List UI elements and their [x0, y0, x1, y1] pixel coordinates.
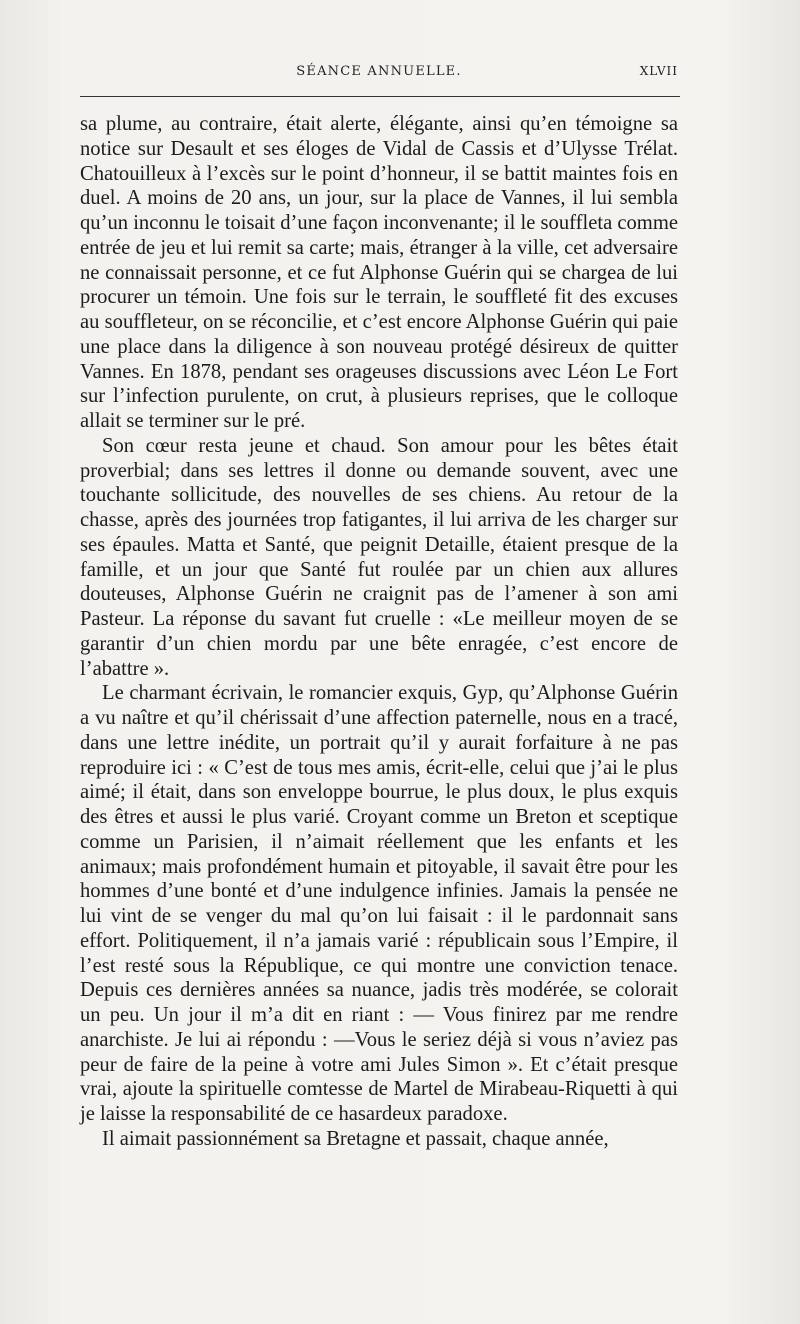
paragraph: Il aimait passionnément sa Bretagne et passait, chaque année, [102, 1127, 609, 1150]
paragraph: Son cœur resta jeune et chaud. Son amour pour les bêtes était proverbial; dans ses lettres il donne ou demande souvent, avec une touchante sollicitude, des nouvelles de ses chiens. Au retour de la chasse, après des journées trop fatigantes, il lui arriva de les charger sur ses épaules. Matta et Santé, que peignit Detaille, étaient presque de la famille, et un jour que Santé fut roulée par un chien aux allures douteuses, Alphonse Guérin ne craignit pas de l’amener à son ami Pasteur. La réponse du savant fut cruelle : «Le meilleur moyen de se garantir d’un chien mordu par une bête enragée, c’est encore de l’abattre ». [80, 434, 678, 680]
paragraph: Le charmant écrivain, le romancier exquis, Gyp, qu’Alphonse Guérin a vu naître et qu’il chérissait d’une affection paternelle, nous en a tracé, dans une lettre inédite, un portrait qu’il y aurait forfaiture à ne pas reproduire ici : « C’est de tous mes amis, écrit-elle, celui que j’ai le plus aimé; il était, dans son enveloppe bourrue, le plus doux, le plus exquis des êtres et aussi le plus varié. Croyant comme un Breton et sceptique comme un Parisien, il n’aimait réellement que les enfants et les animaux; mais profondément humain et pitoyable, il savait être pour les hommes d’une bonté et d’une indulgence infinies. Jamais la pensée ne lui vint de se venger du mal qu’on lui faisait : il le pardonnait sans effort. Politiquement, il n’a jamais varié : républicain sous l’Empire, il l’est resté sous la République, ce qui montre une conviction tenace. Depuis ces dernières années sa nuance, jadis très modérée, se colorait un peu. Un jour il m’a dit en riant : — Vous finirez par me rendre anarchiste. Je lui ai répondu : —Vous le seriez déjà si vous n’aviez pas peur de faire de la peine à votre ami Jules Simon ». Et c’était presque vrai, ajoute la spirituelle comtesse de Martel de Mirabeau-Riquetti à qui je laisse la responsabilité de ce hasardeux paradoxe. [80, 682, 678, 1125]
header-rule [80, 96, 680, 97]
running-title: SÉANCE ANNUELLE. [296, 64, 462, 79]
paragraph-continued: sa plume, au contraire, était alerte, élégante, ainsi qu’en témoigne sa notice sur Desault et ses éloges de Vidal de Cassis et d’Ulysse Trélat. Chatouilleux à l’excès sur le point d’honneur, il se battit maintes fois en duel. A moins de 20 ans, un jour, sur la place de Vannes, il lui sembla qu’un inconnu le toisait d’une façon inconvenante; il le souffleta comme entrée de jeu et lui remit sa carte; mais, étranger à la ville, cet adversaire ne connaissait personne, et ce fut Alphonse Guérin qui se chargea de lui procurer un témoin. Une fois sur le terrain, le souffleté fit des excuses au souffleteur, on se réconcilie, et c’est encore Alphonse Guérin qui paie une place dans la diligence à son nouveau protégé désireux de quitter Vannes. En 1878, pendant ses orageuses discussions avec Léon Le Fort sur l’infection purulente, on crut, à plusieurs reprises, que le colloque allait se terminer sur le pré. [80, 113, 678, 432]
body-text [80, 112, 678, 1152]
running-head [80, 64, 678, 84]
page-folio: XLVII [639, 64, 678, 78]
